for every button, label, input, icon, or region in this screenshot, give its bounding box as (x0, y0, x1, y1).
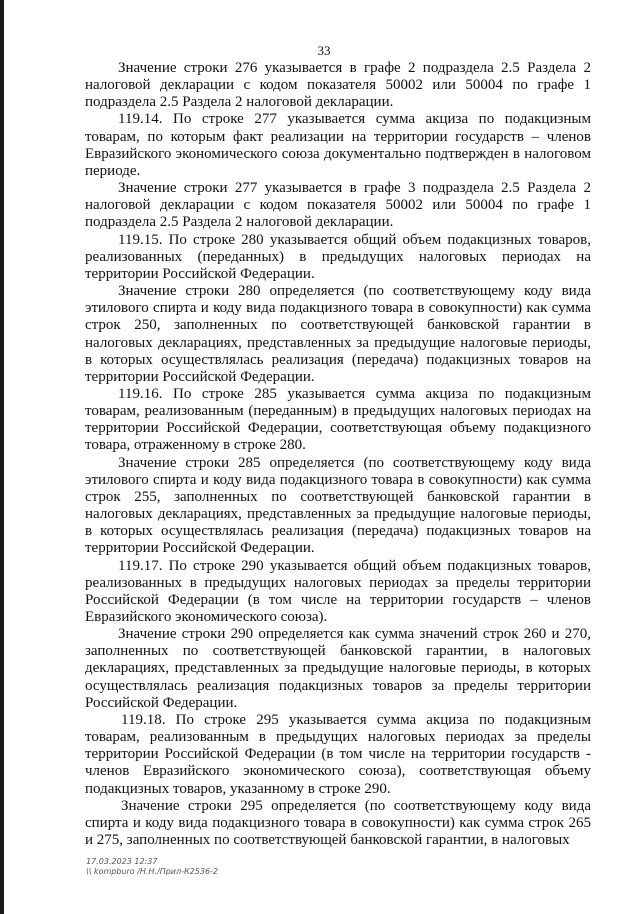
paragraph: Значение строки 295 определяется (по соответствующему коду вида спирта и коду вида подакцизного товара в совокупности) как сумма строк 265 и 275, заполненных по соответствующей банковской гарантии, в налоговых (85, 797, 591, 849)
paragraph: 119.18. По строке 295 указывается сумма акциза по подакцизным товарам, реализованным в предыдущих налоговых периодах за пределы территории Российской Федерации (в том числе на территории государств - членов Евразийского экономического союза), соответствующая объему подакцизных товаров, указанному в строке 290. (85, 711, 591, 797)
paragraph: 119.14. По строке 277 указывается сумма акциза по подакцизным товарам, по которым факт реализации на территории государств – членов Евразийского экономического союза документально подтвержден в налоговом периоде. (85, 111, 591, 179)
paragraph: Значение строки 280 определяется (по соответствующему коду вида этилового спирта и коду вида подакцизного товара в совокупности) как сумма строк 250, заполненных по соответствующей банковской гарантии в налоговых декларациях, представленных за предыдущие налоговые периоды, в которых осуществлялась реализация (передача) подакцизных товаров на территории Российской Федерации. (85, 283, 591, 385)
footer-timestamp: 17.03.2023 12:37 (86, 857, 158, 866)
footer-file-path: \\ kompburo /Н.Н./Прил-К2536-2 (86, 867, 219, 876)
page-number: 33 (317, 43, 331, 58)
paragraph: 119.15. По строке 280 указывается общий объем подакцизных товаров, реализованных (переданных) в предыдущих налоговых периодах на территории Российской Федерации. (85, 231, 591, 282)
paragraph: Значение строки 277 указывается в графе 3 подраздела 2.5 Раздела 2 налоговой декларации с кодом показателя 50002 или 50004 по графе 1 подраздела 2.5 Раздела 2 налоговой декларации. (85, 180, 591, 231)
paragraph: Значение строки 276 указывается в графе 2 подраздела 2.5 Раздела 2 налоговой декларации с кодом показателя 50002 или 50004 по графе 1 подраздела 2.5 Раздела 2 налоговой декларации. (85, 60, 591, 111)
paragraph: 119.16. По строке 285 указывается сумма акциза по подакцизным товарам, реализованным (переданным) в предыдущих налоговых периодах на территории Российской Федерации, соответствующая объему подакцизного товара, отраженному в строке 280. (85, 385, 591, 454)
paragraph: 119.17. По строке 290 указывается общий объем подакцизных товаров, реализованных в предыдущих налоговых периодах за пределы территории Российской Федерации (в том числе на территории государств – членов Евразийского экономического союза). (85, 557, 591, 625)
footer-stamp (86, 857, 218, 877)
body-text (85, 60, 591, 849)
paragraph: Значение строки 285 определяется (по соответствующему коду вида этилового спирта и коду вида подакцизного товара в совокупности) как сумма строк 255, заполненных по соответствующей банковской гарантии в налоговых декларациях, представленных за предыдущие налоговые периоды, в которых осуществлялась реализация (передача) подакцизных товаров на территории Российской Федерации. (85, 454, 591, 557)
paragraph: Значение строки 290 определяется как сумма значений строк 260 и 270, заполненных по соответствующей банковской гарантии, в налоговых декларациях, представленных за предыдущие налоговые периоды, в которых осуществлялась реализация подакцизных товаров за пределы территории Российской Федерации. (85, 626, 591, 711)
